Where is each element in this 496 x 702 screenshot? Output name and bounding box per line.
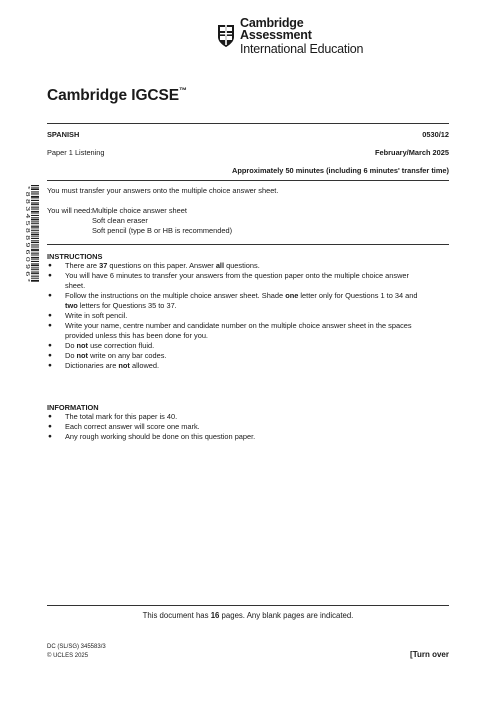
shield-crest-icon [217, 24, 235, 48]
document-reference: DC (SL/SG) 345583/3 [47, 644, 106, 650]
list-item: ● There are 37 questions on this paper. Answer all questions. [47, 261, 427, 271]
instructions-list [47, 261, 427, 371]
list-item: ● Do not use correction fluid. [47, 341, 427, 351]
list-item: ● The total mark for this paper is 40. [47, 412, 427, 422]
copyright: © UCLES 2025 [47, 652, 89, 659]
paper-name: Paper 1 Listening [47, 148, 105, 157]
divider [47, 180, 449, 181]
turn-over: [Turn over [410, 650, 449, 659]
exam-session: February/March 2025 [375, 148, 449, 157]
duration: Approximately 50 minutes (including 6 minutes' transfer time) [232, 166, 449, 175]
information-section [47, 403, 427, 442]
footer-rule [47, 605, 449, 606]
page-title: Cambridge IGCSE™ [47, 86, 187, 104]
list-item: ● You will have 6 minutes to transfer your answers from the question paper onto the multiple choice answer sheet. [47, 271, 427, 291]
list-item: ● Write your name, centre number and candidate number on the multiple choice answer sheet in the spaces provided unless this has been done for you. [47, 321, 427, 341]
logo-line-1: Cambridge Assessment [240, 15, 312, 43]
transfer-note: You must transfer your answers onto the multiple choice answer sheet. [47, 186, 279, 195]
materials-item: Soft pencil (type B or HB is recommended) [92, 225, 233, 235]
barcode-number: * 8 8 3 4 5 8 8 9 6 0 9 6 * [24, 186, 30, 248]
materials-list [92, 206, 232, 236]
information-heading: INFORMATION [47, 403, 99, 412]
syllabus-code: 0530/12 [422, 130, 449, 139]
subject: SPANISH [47, 130, 80, 139]
header-rule [47, 123, 449, 124]
list-item: ● Do not write on any bar codes. [47, 351, 427, 361]
instructions-heading: INSTRUCTIONS [47, 252, 103, 261]
list-item: ● Write in soft pencil. [47, 311, 427, 321]
materials-item: Multiple choice answer sheet [92, 206, 187, 215]
footer-left [47, 643, 106, 660]
list-item: ● Any rough working should be done on this question paper. [47, 432, 427, 442]
list-item: ● Follow the instructions on the multiple choice answer sheet. Shade one letter only for Questions 1 to 34 and two letters for Questions 35 to 37. [47, 291, 427, 311]
cambridge-logo [217, 15, 377, 56]
list-item: ● Dictionaries are not allowed. [47, 361, 427, 371]
divider [47, 244, 449, 245]
instructions-section [47, 252, 427, 371]
materials-item: Soft clean eraser [92, 215, 148, 225]
logo-line-2: International Education [240, 41, 364, 56]
materials-label: You will need: [47, 206, 93, 215]
page-count-note: This document has 16 pages. Any blank pages are indicated. [142, 611, 354, 620]
list-item: ● Each correct answer will score one mark. [47, 422, 427, 432]
barcode [20, 185, 40, 283]
information-list [47, 412, 427, 442]
